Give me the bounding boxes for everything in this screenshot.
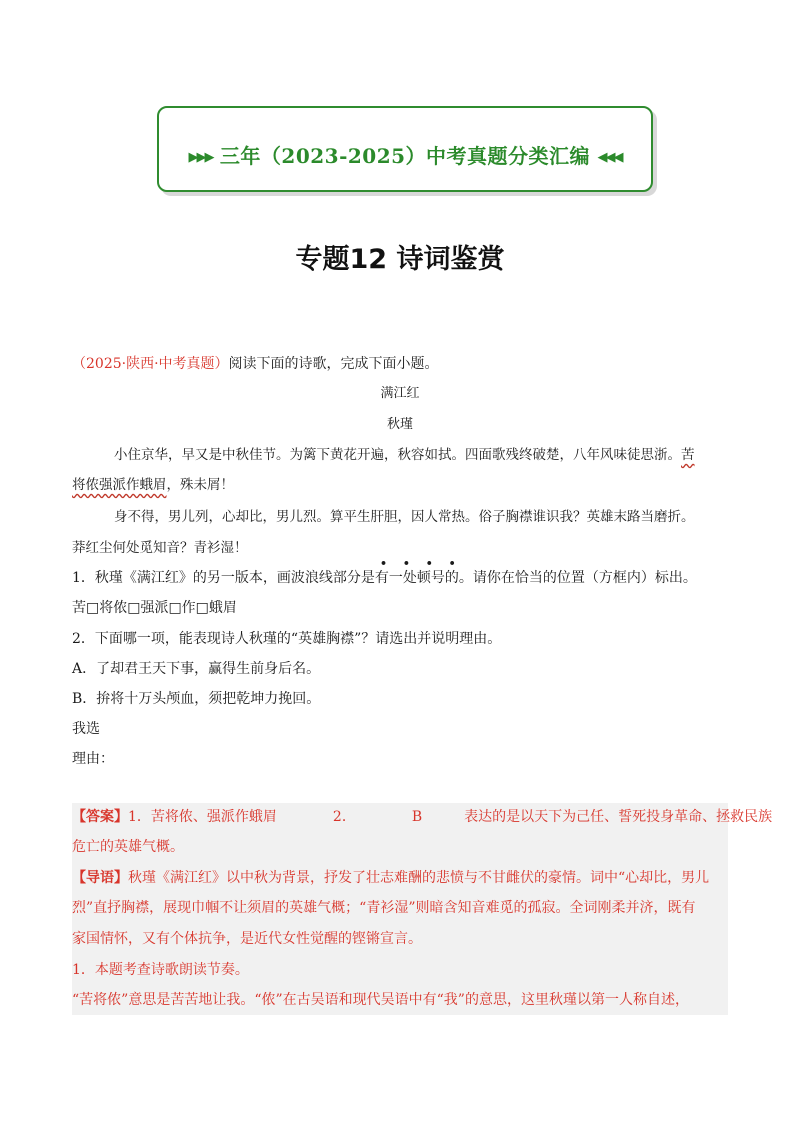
guide-line-3: 家国情怀，又有个体抗争，是近代女性觉醒的铿锵宣言。 — [72, 931, 422, 947]
option-b: B．拚将十万头颅血，须把乾坤力挽回。 — [72, 691, 321, 707]
right-arrows-icon: ▶▶▶ — [188, 150, 213, 165]
answer-2-choice: B — [411, 809, 423, 825]
answer-line-2: 危亡的英雄气概。 — [72, 839, 184, 855]
poem-line-1-text: 小住京华，早又是中秋佳节。为篱下黄花开遍，秋容如拭。四面歌残终破楚，八年风味徒思浙。 — [114, 447, 681, 463]
option-a: A．了却君王天下事，赢得生前身后名。 — [72, 661, 321, 677]
poem-author: 秋瑾 — [386, 417, 413, 432]
question-1: 1．秋瑾《满江红》的另一版本，画波浪线部分是有一处顿号的。请你在恰当的位置（方框内）标出。 — [72, 570, 697, 586]
guide-label: 【导语】 — [72, 870, 128, 886]
poem-line-2-text: ，殊未屑！ — [166, 477, 234, 493]
poem-wavy-part-1: 苦 — [681, 447, 695, 463]
question-1-boxes: 苦□将侬□强派□作□蛾眉 — [72, 600, 237, 616]
poem-title: 满江红 — [380, 386, 420, 401]
answer-2-num: 2． — [332, 809, 356, 825]
poem-wavy-part-2: 将侬强派作蛾眉 — [72, 477, 167, 493]
left-arrows-icon: ◀◀◀ — [597, 150, 622, 165]
guide-line-2: 烈”直抒胸襟，展现巾帼不让须眉的英雄气概；“青衫湿”则暗含知音难觅的孤寂。全词刚柔并济，既有 — [72, 900, 696, 916]
reason-prompt: 理由： — [72, 751, 114, 767]
answer-label: 【答案】 — [72, 809, 128, 825]
question-2: 2．下面哪一项，能表现诗人秋瑾的“英雄胸襟”？请选出并说明理由。 — [72, 631, 502, 647]
banner-title: 三年（2023-2025）中考真题分类汇编 — [219, 144, 591, 168]
guide-line-1 — [72, 867, 709, 889]
source-tag: （2025·陕西·中考真题） — [72, 356, 229, 372]
banner-text — [159, 140, 651, 169]
explanation-line-1: 1．本题考查诗歌朗读节奏。 — [72, 962, 249, 978]
answer-line-1 — [72, 806, 772, 828]
intro-text: 阅读下面的诗歌，完成下面小题。 — [228, 356, 439, 372]
poem-line-2 — [72, 474, 234, 496]
answer-2-text: 表达的是以天下为己任、誓死投身革命、拯救民族 — [464, 809, 773, 825]
poem-line-4: 莽红尘何处觅知音？青衫湿！ — [72, 540, 248, 556]
explanation-line-2: “苦将侬”意思是苦苦地让我。“侬”在古吴语和现代吴语中有“我”的意思，这里秋瑾以第一人称自述， — [72, 992, 689, 1008]
poem-line-1 — [114, 444, 695, 466]
header-banner — [157, 106, 653, 192]
answer-1: 1．苦将侬、强派作蛾眉 — [128, 809, 277, 825]
emphasis-dots: • • • • — [380, 557, 462, 570]
choice-prompt: 我选 — [72, 721, 100, 737]
page-title: 专题12 诗词鉴赏 — [295, 244, 505, 275]
question-intro — [72, 353, 439, 375]
guide-text-1: 秋瑾《满江红》以中秋为背景，抒发了壮志难酬的悲愤与不甘雌伏的豪情。词中“心却比，男儿 — [128, 870, 710, 886]
poem-line-3: 身不得，男儿列，心却比，男儿烈。算平生肝胆，因人常热。俗子胸襟谁识我？英雄末路当磨折。 — [114, 509, 695, 525]
